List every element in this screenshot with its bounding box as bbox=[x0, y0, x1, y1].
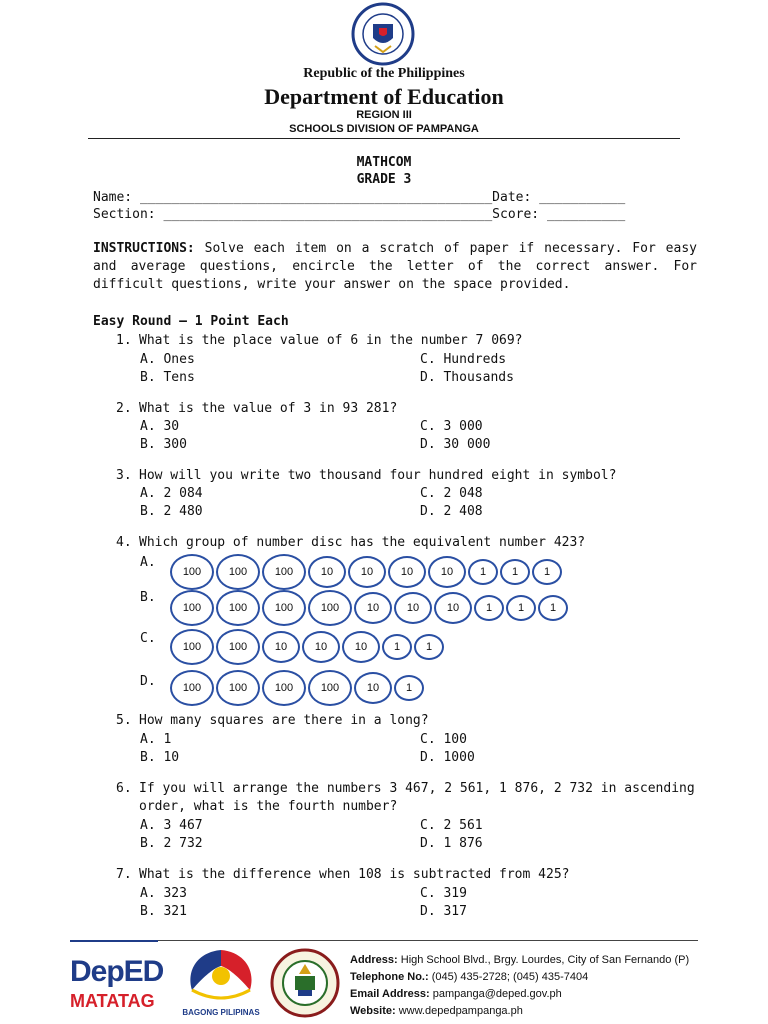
option-c[interactable]: C. 2 561 bbox=[420, 818, 483, 833]
republic-line: Republic of the Philippines bbox=[303, 66, 465, 81]
question-text: If you will arrange the numbers 3 467, 2 561, 1 876, 2 732 in ascending bbox=[139, 781, 695, 796]
option-d[interactable]: D. 1 876 bbox=[420, 836, 483, 851]
disc-group-d[interactable] bbox=[170, 670, 424, 706]
option-a[interactable]: A. 1 bbox=[140, 732, 172, 747]
number-disc-10: 10 bbox=[302, 631, 340, 663]
option-d[interactable]: D. 1000 bbox=[420, 750, 475, 765]
question-text: Which group of number disc has the equivalent number 423? bbox=[139, 535, 586, 550]
number-disc-100: 100 bbox=[170, 590, 214, 626]
option-a[interactable]: A. 30 bbox=[140, 419, 180, 434]
number-disc-100: 100 bbox=[216, 629, 260, 665]
instructions-text: Solve each item on a scratch of paper if necessary. For easy and average questions, encircle the letter of the correct answer. For difficult questions, write your answer on the space provided. bbox=[93, 241, 697, 292]
number-disc-1: 1 bbox=[414, 634, 444, 660]
address-line bbox=[350, 954, 689, 966]
option-c[interactable]: C. 100 bbox=[420, 732, 467, 747]
number-disc-10: 10 bbox=[434, 592, 472, 624]
option-c[interactable]: C. 319 bbox=[420, 886, 467, 901]
question-4 bbox=[116, 535, 585, 550]
question-text: What is the place value of 6 in the number 7 069? bbox=[139, 333, 523, 348]
option-d[interactable]: D. 30 000 bbox=[420, 437, 491, 452]
number-disc-1: 1 bbox=[506, 595, 536, 621]
option-b[interactable]: B. Tens bbox=[140, 370, 195, 385]
option-b[interactable]: B. 300 bbox=[140, 437, 187, 452]
option-d[interactable]: D. 2 408 bbox=[420, 504, 483, 519]
option-a[interactable]: A. 2 084 bbox=[140, 486, 203, 501]
division-line: SCHOOLS DIVISION OF PAMPANGA bbox=[289, 123, 479, 135]
number-disc-10: 10 bbox=[394, 592, 432, 624]
number-disc-100: 100 bbox=[216, 554, 260, 590]
round-heading: Easy Round – 1 Point Each bbox=[93, 314, 289, 329]
email-line bbox=[350, 988, 562, 1000]
number-disc-10: 10 bbox=[308, 556, 346, 588]
question-6 bbox=[116, 781, 695, 796]
question-1 bbox=[116, 333, 523, 348]
question-5 bbox=[116, 713, 429, 728]
question-number: 1. bbox=[116, 333, 132, 348]
number-disc-100: 100 bbox=[170, 554, 214, 590]
question-2 bbox=[116, 401, 397, 416]
footer-accent-line bbox=[70, 940, 158, 942]
number-disc-10: 10 bbox=[388, 556, 426, 588]
question-number: 7. bbox=[116, 867, 132, 882]
address-label: Address: bbox=[350, 954, 398, 966]
test-title: MATHCOM bbox=[356, 155, 412, 170]
website-label: Website: bbox=[350, 1005, 396, 1017]
question-number: 6. bbox=[116, 781, 132, 796]
option-a[interactable]: A. 323 bbox=[140, 886, 187, 901]
grade-title: GRADE 3 bbox=[356, 172, 412, 187]
telephone-label: Telephone No.: bbox=[350, 971, 429, 983]
question-text: How will you write two thousand four hundred eight in symbol? bbox=[139, 468, 617, 483]
number-disc-10: 10 bbox=[348, 556, 386, 588]
number-disc-10: 10 bbox=[428, 556, 466, 588]
number-disc-10: 10 bbox=[262, 631, 300, 663]
option-a[interactable]: A. 3 467 bbox=[140, 818, 203, 833]
department-title: Department of Education bbox=[264, 84, 504, 109]
telephone-value: (045) 435-2728; (045) 435-7404 bbox=[428, 971, 589, 983]
bagong-pilipinas-logo bbox=[178, 946, 264, 1018]
question-number: 5. bbox=[116, 713, 132, 728]
question-3 bbox=[116, 468, 616, 483]
option-b[interactable]: B. 321 bbox=[140, 904, 187, 919]
disc-group-a[interactable] bbox=[170, 554, 562, 590]
number-disc-1: 1 bbox=[394, 675, 424, 701]
option-b[interactable]: B. 10 bbox=[140, 750, 180, 765]
region-line: REGION III bbox=[356, 109, 412, 121]
option-c[interactable]: C. 3 000 bbox=[420, 419, 483, 434]
question-number: 2. bbox=[116, 401, 132, 416]
telephone-line bbox=[350, 971, 588, 983]
deped-logo-text: DepED bbox=[70, 955, 164, 988]
number-disc-1: 1 bbox=[474, 595, 504, 621]
disc-option-label-d[interactable]: D. bbox=[140, 674, 156, 689]
number-disc-100: 100 bbox=[262, 670, 306, 706]
header-divider bbox=[88, 138, 680, 139]
number-disc-10: 10 bbox=[354, 592, 392, 624]
disc-group-c[interactable] bbox=[170, 629, 444, 665]
option-b[interactable]: B. 2 480 bbox=[140, 504, 203, 519]
question-number: 3. bbox=[116, 468, 132, 483]
disc-option-label-c[interactable]: C. bbox=[140, 631, 156, 646]
section-score-field[interactable]: Section: __________________________________________Score: __________ bbox=[93, 207, 626, 222]
website-line bbox=[350, 1005, 523, 1017]
number-disc-100: 100 bbox=[308, 670, 352, 706]
question-text: How many squares are there in a long? bbox=[139, 713, 429, 728]
number-disc-100: 100 bbox=[216, 670, 260, 706]
option-c[interactable]: C. 2 048 bbox=[420, 486, 483, 501]
question-6-continued: order, what is the fourth number? bbox=[139, 799, 398, 814]
email-label: Email Address: bbox=[350, 988, 430, 1000]
bagong-pilipinas-icon bbox=[178, 946, 264, 1004]
number-disc-100: 100 bbox=[216, 590, 260, 626]
disc-option-label-a[interactable]: A. bbox=[140, 555, 156, 570]
name-date-field[interactable]: Name: _____________________________________________Date: ___________ bbox=[93, 190, 626, 205]
email-value[interactable]: pampanga@deped.gov.ph bbox=[429, 988, 562, 1000]
question-text: What is the difference when 108 is subtracted from 425? bbox=[139, 867, 570, 882]
question-7 bbox=[116, 867, 569, 882]
option-d[interactable]: D. 317 bbox=[420, 904, 467, 919]
number-disc-1: 1 bbox=[538, 595, 568, 621]
option-a[interactable]: A. Ones bbox=[140, 352, 195, 367]
division-seal-icon bbox=[270, 948, 340, 1018]
address-value: High School Blvd., Brgy. Lourdes, City of San Fernando (P) bbox=[397, 954, 690, 966]
footer-divider bbox=[158, 940, 698, 941]
option-b[interactable]: B. 2 732 bbox=[140, 836, 203, 851]
number-disc-100: 100 bbox=[170, 629, 214, 665]
number-disc-1: 1 bbox=[532, 559, 562, 585]
number-disc-100: 100 bbox=[262, 554, 306, 590]
number-disc-1: 1 bbox=[468, 559, 498, 585]
question-number: 4. bbox=[116, 535, 132, 550]
number-disc-100: 100 bbox=[308, 590, 352, 626]
question-text: What is the value of 3 in 93 281? bbox=[139, 401, 398, 416]
disc-option-label-b[interactable]: B. bbox=[140, 590, 156, 605]
matatag-text: MATATAG bbox=[70, 991, 155, 1011]
number-disc-100: 100 bbox=[170, 670, 214, 706]
instructions-label: INSTRUCTIONS: bbox=[93, 241, 195, 256]
option-d[interactable]: D. Thousands bbox=[420, 370, 514, 385]
disc-group-b[interactable] bbox=[170, 590, 568, 626]
number-disc-10: 10 bbox=[354, 672, 392, 704]
number-disc-1: 1 bbox=[500, 559, 530, 585]
instructions bbox=[93, 240, 697, 294]
bagong-pilipinas-text: BAGONG PILIPINAS bbox=[182, 1008, 260, 1017]
website-value[interactable]: www.depedpampanga.ph bbox=[395, 1005, 523, 1017]
number-disc-1: 1 bbox=[382, 634, 412, 660]
option-c[interactable]: C. Hundreds bbox=[420, 352, 507, 367]
deped-seal-icon bbox=[345, 2, 421, 66]
deped-matatag-logo bbox=[70, 948, 170, 1018]
number-disc-10: 10 bbox=[342, 631, 380, 663]
number-disc-100: 100 bbox=[262, 590, 306, 626]
